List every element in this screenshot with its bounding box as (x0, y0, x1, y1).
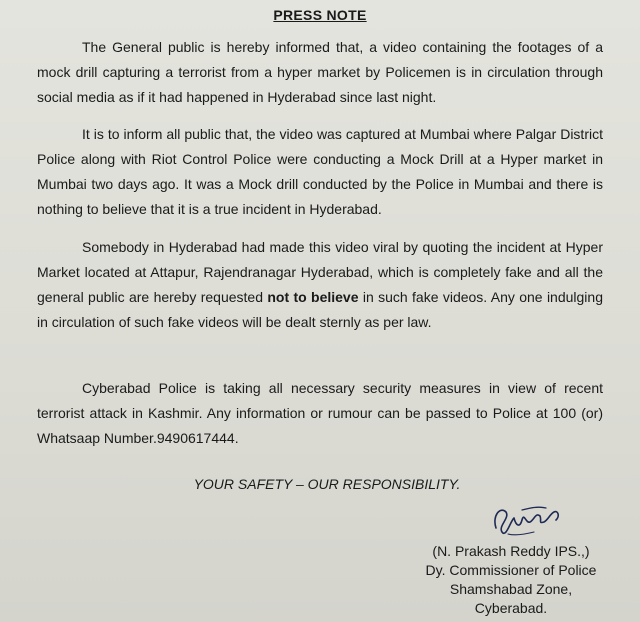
paragraph-3 (37, 235, 603, 335)
paragraph-1: The General public is hereby informed that, a video containing the footages of a mock drill capturing a terrorist from a hyper market by Policemen is in circulation through social media as if it had happened in Hyderabad since last night. (37, 39, 603, 105)
paragraph-3-emphasis: not to believe (267, 289, 359, 305)
signatory-block (404, 542, 618, 618)
signatory-zone: Shamshabad Zone, (449, 581, 573, 597)
paragraph-3-text-end: in such fake videos. Any one indulging in circulation of such fake videos will be dealt sternly as per law. (37, 289, 603, 330)
signatory-designation: Dy. Commissioner of Police (425, 562, 597, 578)
paragraph-3-text-start: Somebody in Hyderabad had made this video viral by quoting the incident at Hyper Market located at Attapur, Rajendranagar Hyderabad, which is completely fake and all the general public are hereby requested (37, 239, 603, 305)
paragraph-2: It is to inform all public that, the video was captured at Mumbai where Palgar District Police along with Riot Control Police were conducting a Mock Drill at a Hyper market in Mumbai two days ago. It was a Mock drill conducted by the Police in Mumbai and there is nothing to believe that it is a true incident in Hyderabad. (37, 126, 603, 217)
slogan: YOUR SAFETY – OUR RESPONSIBILITY. (193, 476, 461, 492)
signature-icon (486, 498, 566, 542)
signatory-name: (N. Prakash Reddy IPS.,) (432, 543, 590, 559)
page-title: PRESS NOTE (273, 7, 367, 23)
signatory-city: Cyberabad. (474, 600, 548, 616)
paragraph-4: Cyberabad Police is taking all necessary security measures in view of recent terrorist attack in Kashmir. Any information or rumour can be passed to Police at 100 (or) Whatsaap Number.9490617444. (37, 380, 603, 446)
